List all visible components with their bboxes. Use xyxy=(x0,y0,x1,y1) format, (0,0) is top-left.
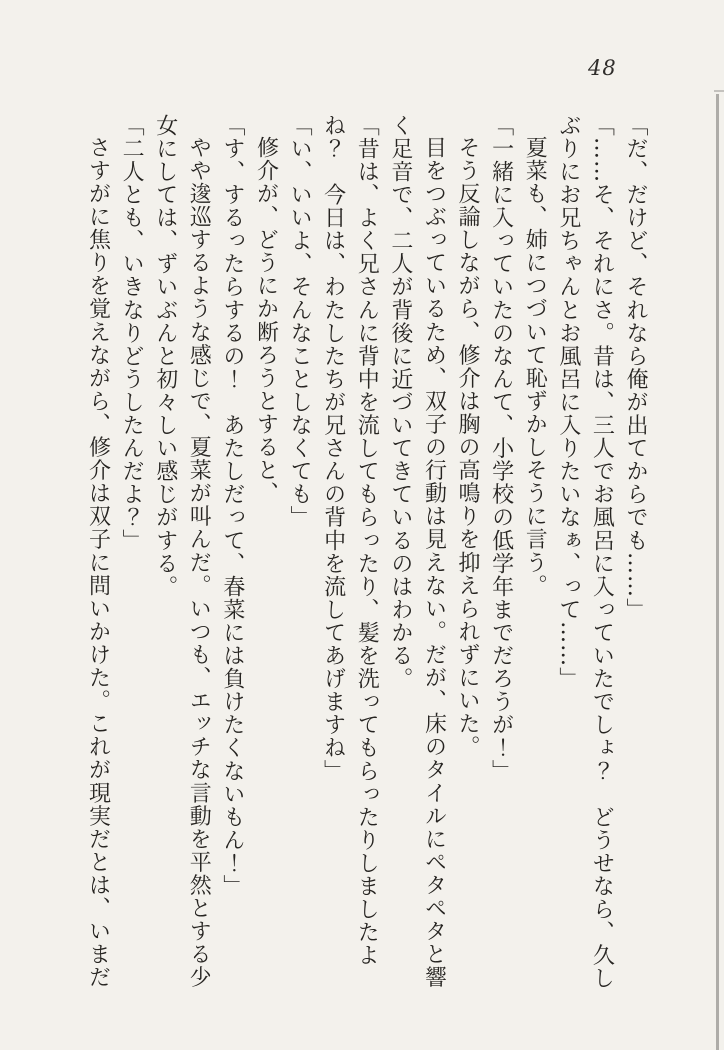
paragraph: 「一緒に入っていたのなんて、小学校の低学年までだろうが！」 xyxy=(488,114,514,783)
paragraph: やや逡巡するような感じで、夏菜が叫んだ。いつも、エッチな言動を平然とする少女にしては、ずいぶんと初々しい感じがする。 xyxy=(152,114,212,989)
body-text xyxy=(74,114,652,992)
page-edge-corner xyxy=(714,90,724,92)
paragraph: 「い、いいよ、そんなことしなくても」 xyxy=(287,114,313,529)
paragraph: そう反論しながら、修介は胸の高鳴りを抑えられずにいた。 xyxy=(455,136,481,759)
paragraph: 「昔は、よく兄さんに背中を流してもらったり、髪を洗ってもらったりしましたよね？ 今日は、わたしたちが兄さんの背中を流してあげますね」 xyxy=(320,114,380,967)
paragraph: 「だ、だけど、それなら俺が出てからでも……」 xyxy=(623,114,648,622)
paragraph: 「……そ、それにさ。昔は、三人でお風呂に入っていたでしょ？ どうせなら、久しぶりにお兄ちゃんとお風呂に入りたいなぁ、って……」 xyxy=(555,114,615,990)
page-number: 48 xyxy=(588,56,617,80)
paragraph: 夏菜も、姉につづいて恥ずかしそうに言う。 xyxy=(522,136,548,597)
paragraph: 「二人とも、いきなりどうしたんだよ？」 xyxy=(119,114,145,552)
paragraph: 「す、するったらするの！ あたしだって、春菜には負けたくないもん！」 xyxy=(219,114,245,898)
paragraph: さすがに焦りを覚えながら、修介は双子に問いかけた。これが現実だとは、いまだ xyxy=(85,136,111,989)
paragraph: 目をつぶっているため、双子の行動は見えない。だが、床のタイルにペタペタと響く足音で、二人が背後に近づいてきているのはわかる。 xyxy=(387,114,447,989)
paragraph: 修介が、どうにか断ろうとすると、 xyxy=(253,136,279,505)
page-edge-line xyxy=(716,94,719,1050)
